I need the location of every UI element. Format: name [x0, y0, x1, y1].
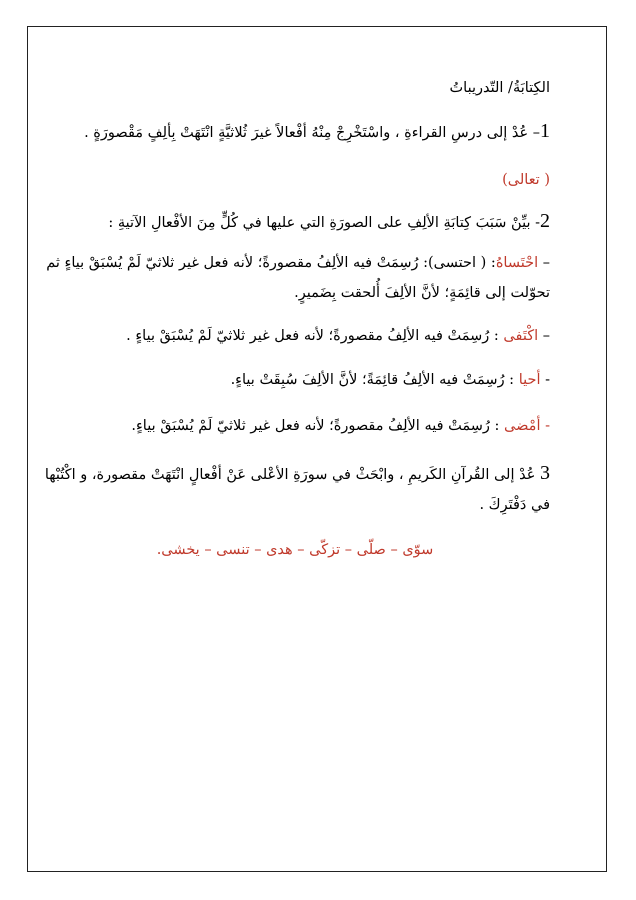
answer-item-word: اكْتَفى	[503, 328, 539, 344]
question-number: 2	[540, 210, 550, 232]
question-text: عُدْ إلى القُرآنِ الكَريمِ ، وابْحَثْ في سورَةِ الأعْلى عَنْ أفْعالٍ انْتَهَتْ مقصورة، و اكْتُبْها في دَفْتَرِكَ .	[44, 467, 550, 513]
answer-item-text: : رُسِمَتْ فيه الألِفُ قائِمَةً؛ لأنَّ الألِفَ سُبِقَتْ بياءٍ.	[230, 372, 519, 388]
question-2	[108, 210, 550, 233]
answer-item: – اكْتَفى : رُسِمَتْ فيه الألِفُ مقصورةً؛ لأنه فعل غير ثلاثيّ لَمْ يُسْبَقْ بياءٍ .	[126, 328, 550, 344]
answer-3: سوّى – صلّى – تزكّى – هدى – تنسى – يخشى.	[156, 542, 434, 558]
question-3	[40, 458, 550, 520]
question-text: – عُدْ إلى درسِ القراءةِ ، واسْتَخْرِجْ مِنْهُ أفْعالاً غيرَ ثُلاثيَّةٍ انْتَهَتْ بِألِفٍ مَقْصورَةٍ .	[84, 125, 540, 141]
answer-item-text: : رُسِمَتْ فيه الألِفُ مقصورةً؛ لأنه فعل غير ثلاثيّ لَمْ يُسْبَقْ بياءٍ .	[126, 328, 504, 344]
answer-item: - أمْضى : رُسِمَتْ فيه الألِفُ مقصورةً؛ لأنه فعل غير ثلاثيّ لَمْ يُسْبَقْ بياءٍ.	[131, 418, 550, 434]
answer-item: – احْتَساهُ: ( احتسى): رُسِمَتْ فيه الألِفُ مقصورةً؛ لأنه فعل غير ثلاثيّ لَمْ يُسْبَقْ بياءٍ ثم تحوّلت إلى قائِمَةٍ؛ لأنَّ الألِفَ أُلحقت بِضَميرٍ.	[46, 255, 550, 301]
answer-1: ( تعالى)	[502, 172, 550, 188]
page-border	[27, 26, 607, 872]
question-1	[84, 120, 550, 143]
question-text: - بيِّنْ سَبَبَ كِتابَةِ الألِفِ على الصورَةِ التي عليها في كُلٍّ مِنَ الأفْعالِ الآتيةِ :	[108, 215, 540, 231]
question-number: 3	[540, 462, 550, 484]
answer-item-word: أحيا	[518, 372, 541, 388]
answer-item-text: : رُسِمَتْ فيه الألِفُ مقصورةً؛ لأنه فعل غير ثلاثيّ لَمْ يُسْبَقْ بياءٍ.	[131, 418, 505, 434]
answer-item-word: أمْضى	[504, 418, 541, 434]
answer-item-text: : ( احتسى): رُسِمَتْ فيه الألِفُ مقصورةً؛ لأنه فعل غير ثلاثيّ لَمْ يُسْبَقْ بياءٍ ثم تحوّلت إلى قائِمَةٍ؛ لأنَّ الألِفَ أُلحقت بِضَميرٍ.	[46, 255, 550, 301]
answer-item: - أحيا : رُسِمَتْ فيه الألِفُ قائِمَةً؛ لأنَّ الألِفَ سُبِقَتْ بياءٍ.	[230, 372, 550, 388]
section-title: الكِتابَةُ/ التّدريباتُ	[449, 80, 550, 96]
question-number: 1	[540, 120, 550, 142]
answer-item-word: احْتَساهُ	[495, 255, 539, 271]
